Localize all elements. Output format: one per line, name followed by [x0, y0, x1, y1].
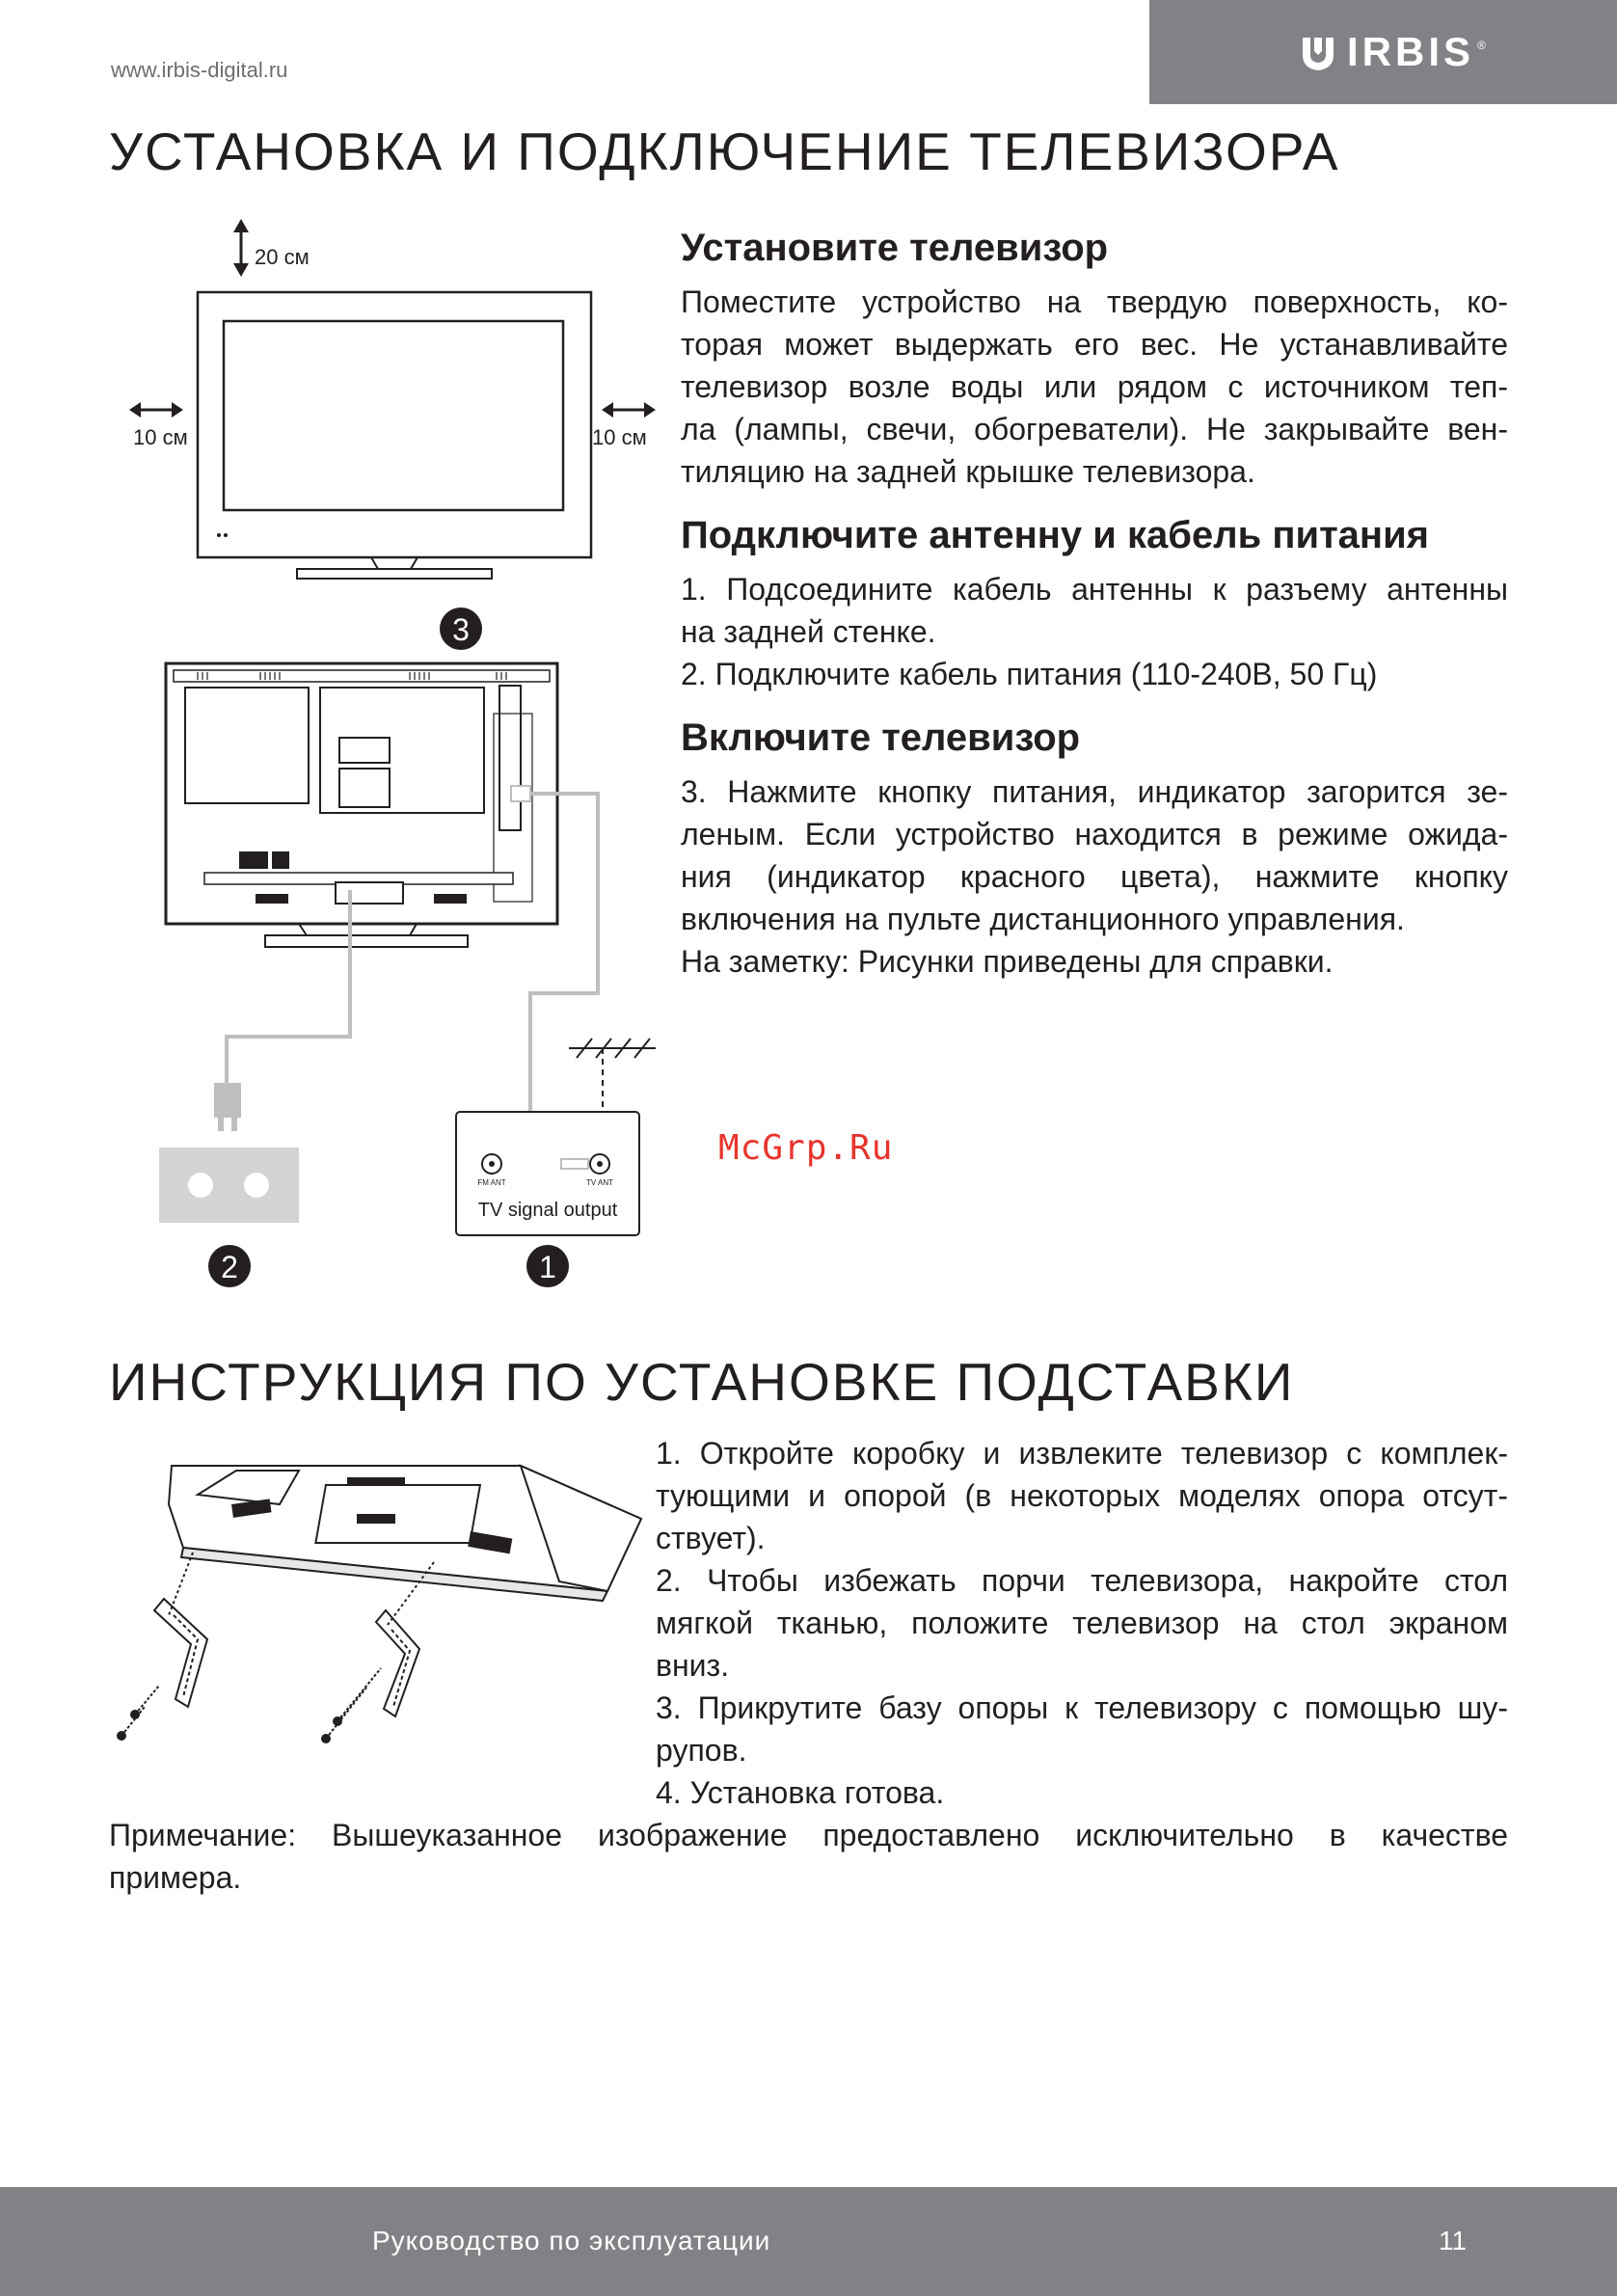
screw-icon	[117, 1668, 381, 1743]
tv-front-view	[198, 292, 591, 579]
tv-signal-outlet	[456, 1112, 639, 1235]
brand-logo	[1299, 29, 1486, 75]
top-clearance-arrow	[233, 219, 249, 277]
text-line: На заметку: Рисунки приведены для справки.	[681, 944, 1334, 979]
text-line: телевизор возле воды или рядом с источником теп-	[681, 369, 1508, 404]
paragraph-note	[109, 1814, 1508, 1899]
text-line: рупов.	[656, 1733, 747, 1768]
site-url[interactable]: www.irbis-digital.ru	[111, 58, 288, 82]
paragraph-connect-antenna-power	[681, 568, 1508, 695]
brand-header-bar	[1149, 0, 1617, 104]
fm-ant-label: FM ANT	[477, 1178, 506, 1187]
marker-2-label: 2	[221, 1250, 238, 1284]
text-line: тиляцию на задней крышке телевизора.	[681, 454, 1255, 489]
stand-leg-right	[376, 1562, 434, 1716]
text-line: включения на пульте дистанционного управления.	[681, 902, 1405, 936]
power-plug	[214, 1083, 241, 1118]
paragraph-install-tv	[681, 281, 1508, 493]
left-clearance-label: 10 см	[133, 425, 188, 449]
stand-leg-left	[154, 1553, 207, 1707]
wall-power-socket	[159, 1148, 299, 1223]
footer-manual-title: Руководство по эксплуатации	[372, 2226, 771, 2255]
section-title-installation: УСТАНОВКА И ПОДКЛЮЧЕНИЕ ТЕЛЕВИЗОРА	[109, 122, 1340, 181]
text-line: 2. Чтобы избежать порчи телевизора, накройте стол	[656, 1563, 1508, 1598]
text-line: Примечание: Вышеуказанное изображение предоставлено исключительно в качестве	[109, 1818, 1508, 1852]
tv-installation-diagram	[116, 217, 685, 1287]
marker-1-label: 1	[539, 1250, 556, 1284]
marker-3-label: 3	[452, 612, 470, 647]
text-line: ния (индикатор красного цвета), нажмите кнопку	[681, 859, 1508, 894]
left-clearance-arrow	[129, 402, 183, 418]
tv-ant-label: TV ANT	[585, 1178, 614, 1187]
section-title-stand: ИНСТРУКЦИЯ ПО УСТАНОВКЕ ПОДСТАВКИ	[109, 1352, 1295, 1412]
watermark-text: McGrp.Ru	[718, 1128, 894, 1168]
heading-connect-antenna-power: Подключите антенну и кабель питания	[681, 514, 1429, 556]
text-line: торая может выдержать его вес. Не устанавливайте	[681, 327, 1508, 362]
paragraph-stand-steps	[656, 1432, 1508, 1814]
marker-3	[440, 608, 482, 650]
heading-turn-on-tv: Включите телевизор	[681, 716, 1081, 759]
text-line: Поместите устройство на твердую поверхность, ко-	[681, 284, 1508, 319]
text-line: 4. Установка готова.	[656, 1775, 945, 1810]
marker-2	[208, 1245, 251, 1287]
text-line: ствует).	[656, 1521, 766, 1555]
text-line: 1. Подсоедините кабель антенны к разъему антенны	[681, 572, 1508, 607]
text-line: вниз.	[656, 1648, 730, 1683]
text-line: 3. Прикрутите базу опоры к телевизору с помощью шу-	[656, 1690, 1508, 1725]
registered-mark: ®	[1477, 39, 1486, 52]
irbis-emblem-icon	[1299, 32, 1337, 72]
antenna-icon	[569, 1039, 656, 1119]
right-clearance-label: 10 см	[592, 425, 647, 449]
top-clearance-label: 20 см	[255, 245, 310, 269]
text-line: леным. Если устройство находится в режиме ожида-	[681, 817, 1508, 851]
page-number: 11	[1439, 2226, 1468, 2255]
paragraph-turn-on-tv	[681, 770, 1508, 983]
text-line: 2. Подключите кабель питания (110-240В, 50 Гц)	[681, 657, 1378, 691]
text-line: мягкой тканью, положите телевизор на стол экраном	[656, 1606, 1508, 1640]
text-line: тующими и опорой (в некоторых моделях опора отсут-	[656, 1478, 1508, 1513]
tv-rear-view	[166, 663, 557, 947]
brand-logo-text: IRBIS	[1347, 29, 1475, 74]
tv-signal-output-label: TV signal output	[477, 1200, 618, 1221]
tv-back-lying-illustration	[169, 1466, 641, 1601]
marker-1	[526, 1245, 569, 1287]
heading-install-tv: Установите телевизор	[681, 227, 1109, 269]
text-line: на задней стенке.	[681, 614, 936, 649]
text-line: ла (лампы, свечи, обогреватели). Не закрывайте вен-	[681, 412, 1508, 446]
text-line: примера.	[109, 1860, 242, 1895]
stand-installation-diagram	[106, 1446, 646, 1765]
page-footer	[0, 2187, 1617, 2296]
text-line: 3. Нажмите кнопку питания, индикатор загорится зе-	[681, 774, 1508, 809]
right-clearance-arrow	[602, 402, 656, 418]
text-line: 1. Откройте коробку и извлеките телевизор с комплек-	[656, 1436, 1508, 1471]
